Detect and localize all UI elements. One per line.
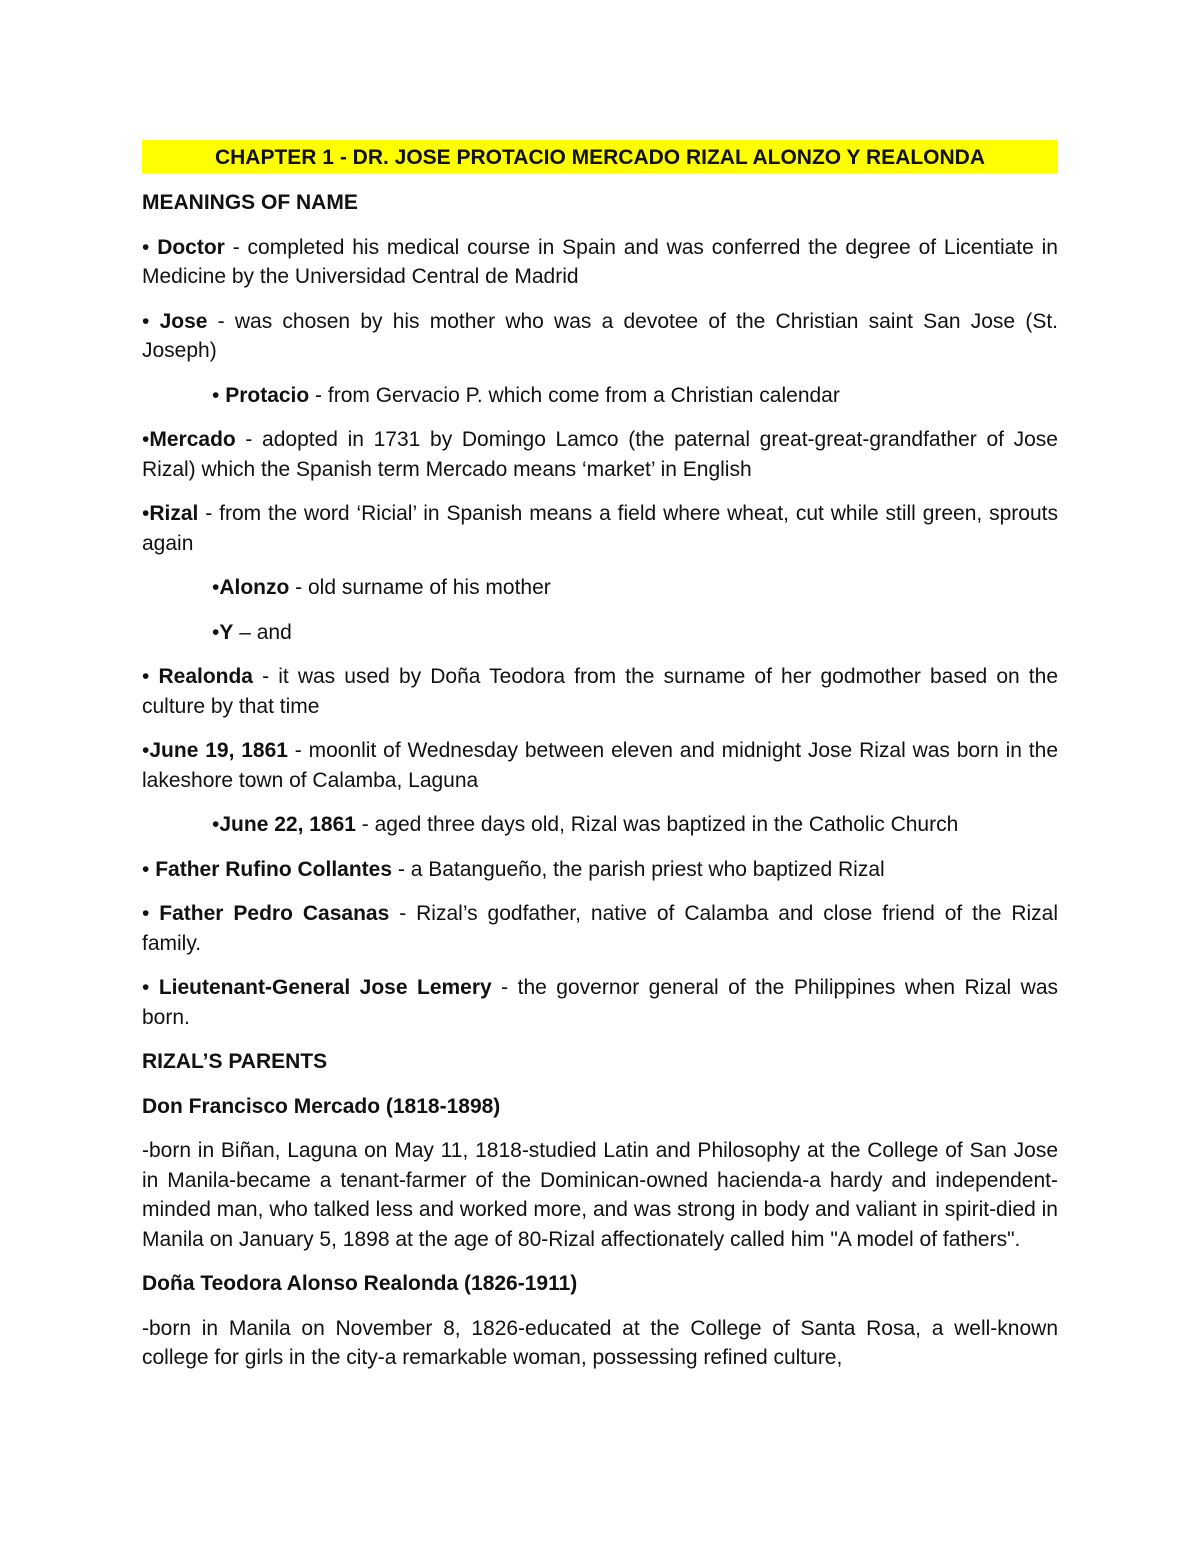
mother-name: Doña Teodora Alonso Realonda (1826-1911) — [142, 1272, 578, 1295]
entry-term: Lieutenant-General Jose Lemery — [158, 976, 492, 999]
bullet: • — [142, 235, 158, 259]
entry-term: June 22, 1861 — [219, 813, 356, 836]
entry-term: Protacio — [225, 383, 310, 407]
entry-text: - the governor general of the Philippines when Rizal was born. — [142, 976, 1059, 1029]
entry-text: - from Gervacio P. which come from a Christian calendar — [309, 383, 840, 407]
bullet: • — [212, 813, 220, 836]
entry-term: Jose — [159, 309, 208, 333]
entry-term: Alonzo — [219, 576, 290, 599]
father-bio: -born in Biñan, Laguna on May 11, 1818-studied Latin and Philosophy at the College of San Jose in Manila-became a tenant-farmer of the Dominican-owned hacienda-a hardy and independent-minded man, who talked less and worked more, and was strong in body and valiant in spirit-died in Manila on January 5, 1898 at the age of 80-Rizal affectionately called him "A model of fathers". — [142, 1139, 1058, 1251]
entry-lemery — [142, 973, 1058, 1032]
entry-term: June 19, 1861 — [149, 739, 288, 762]
entry-june-19 — [142, 736, 1058, 795]
bullet: • — [212, 576, 220, 599]
entry-jose — [142, 307, 1058, 366]
entry-doctor — [142, 233, 1058, 292]
entry-text: - Rizal’s godfather, native of Calamba and close friend of the Rizal family. — [142, 902, 1058, 955]
mother-bio: -born in Manila on November 8, 1826-educated at the College of Santa Rosa, a well-known college for girls in the city-a remarkable woman, possessing refined culture, — [142, 1316, 1058, 1369]
entry-text: – and — [233, 620, 292, 644]
meanings-heading: MEANINGS OF NAME — [142, 191, 358, 214]
parents-heading: RIZAL’S PARENTS — [142, 1050, 328, 1073]
entry-text: - adopted in 1731 by Domingo Lamco (the paternal great-great-grandfather of Jose Rizal) which the Spanish term Mercado means ‘market’ in English — [142, 428, 1058, 481]
entry-protacio — [142, 381, 1058, 411]
entry-text: - moonlit of Wednesday between eleven and midnight Jose Rizal was born in the lakeshore town of Calamba, Laguna — [142, 739, 1058, 792]
bullet: • — [212, 383, 226, 407]
bullet: • — [142, 428, 150, 451]
entry-y — [142, 618, 1058, 648]
bullet: • — [142, 502, 150, 525]
bullet: • — [212, 620, 220, 644]
bullet: • — [142, 976, 159, 999]
bullet: • — [142, 857, 156, 881]
entry-term: Rizal — [149, 502, 199, 525]
entry-term: Realonda — [158, 665, 253, 688]
entry-june-22 — [142, 810, 1058, 840]
entry-text: - completed his medical course in Spain and was conferred the degree of Licentiate in Medicine by the Universidad Central de Madrid — [142, 235, 1058, 288]
entry-realonda — [142, 662, 1058, 721]
bullet: • — [142, 665, 159, 688]
bullet: • — [142, 739, 150, 762]
chapter-title: CHAPTER 1 - DR. JOSE PROTACIO MERCADO RIZAL ALONZO Y REALONDA — [142, 140, 1058, 173]
father-name: Don Francisco Mercado (1818-1898) — [142, 1094, 501, 1118]
entry-text: - aged three days old, Rizal was baptized in the Catholic Church — [355, 813, 959, 836]
entry-text: - was chosen by his mother who was a devotee of the Christian saint San Jose (St. Joseph) — [142, 309, 1058, 362]
entry-term: Father Pedro Casanas — [159, 902, 390, 925]
entry-father-rufino — [142, 855, 1058, 885]
entry-text: - it was used by Doña Teodora from the surname of her godmother based on the culture by that time — [142, 665, 1059, 718]
entry-text: - from the word ‘Ricial’ in Spanish means a field where wheat, cut while still green, sprouts again — [142, 502, 1058, 555]
entry-term: Y — [219, 620, 234, 644]
entry-term: Father Rufino Collantes — [155, 857, 393, 881]
entry-alonzo — [142, 573, 1058, 603]
entry-term: Mercado — [149, 428, 236, 451]
entry-text: - a Batangueño, the parish priest who baptized Rizal — [392, 857, 885, 881]
bullet: • — [142, 902, 160, 925]
entry-mercado — [142, 425, 1058, 484]
entry-text: - old surname of his mother — [289, 576, 551, 599]
entry-rizal — [142, 499, 1058, 558]
entry-term: Doctor — [157, 235, 225, 259]
entry-father-pedro — [142, 899, 1058, 958]
document-body — [142, 140, 1058, 1388]
bullet: • — [142, 309, 160, 333]
